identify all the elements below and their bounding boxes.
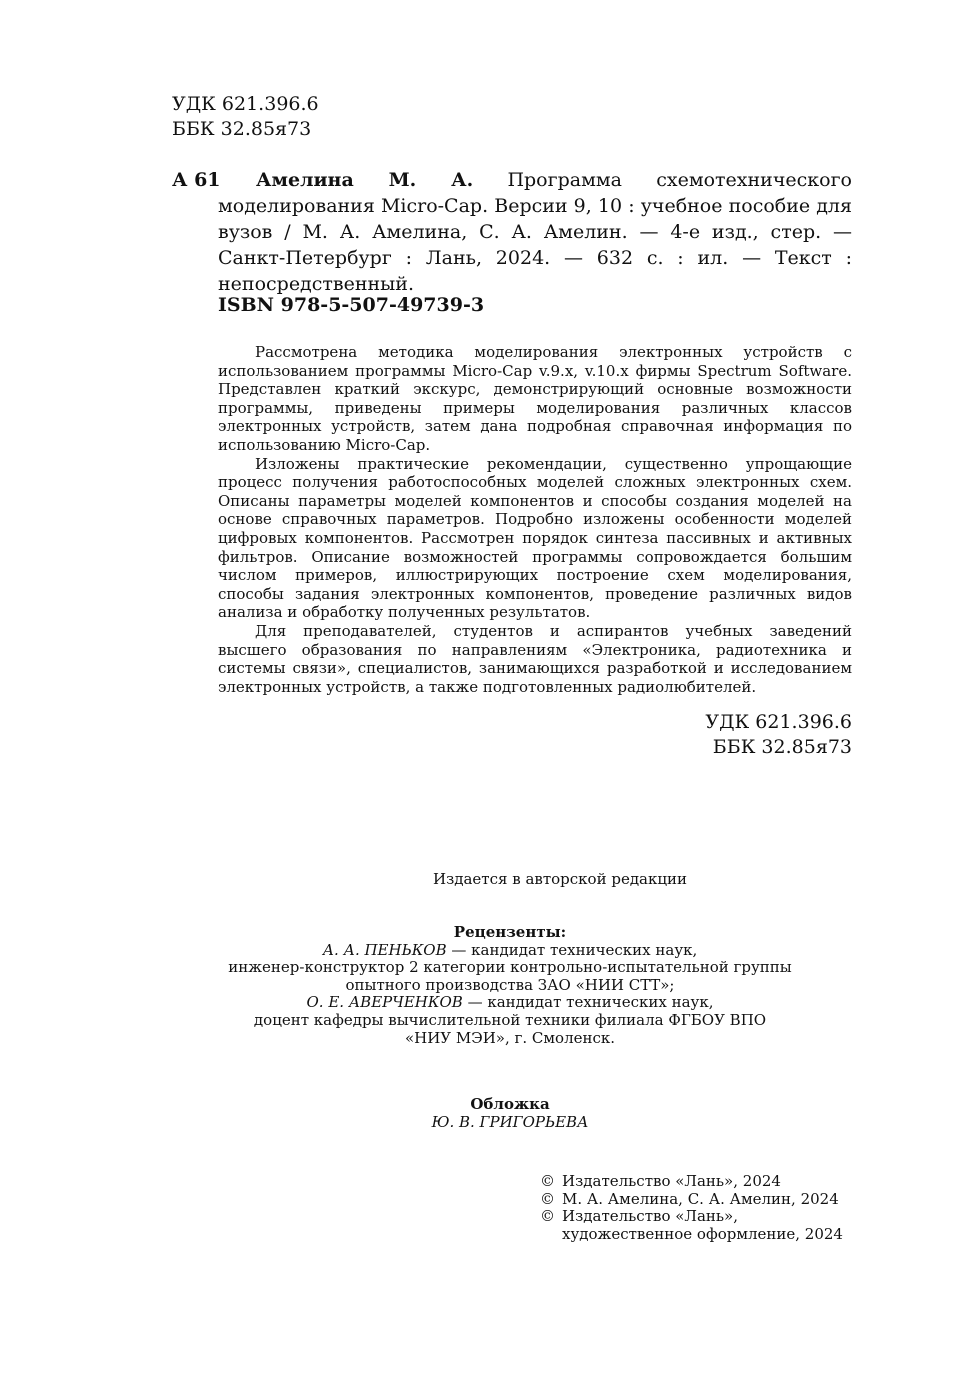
classification-codes-top <box>172 92 319 142</box>
reviewer-position: инженер-конструктор 2 категории контрольно-испытательной группы <box>228 958 792 977</box>
reviewer-name: О. Е. АВЕРЧЕНКОВ <box>306 993 463 1012</box>
reviewer-entry <box>170 942 850 995</box>
isbn: ISBN 978-5-507-49739-3 <box>218 294 485 316</box>
udk-code: УДК 621.396.6 <box>705 711 852 733</box>
reviewer-degree: — кандидат технических наук, <box>462 993 714 1012</box>
reviewers <box>170 924 850 1047</box>
copyright-line <box>540 1173 860 1191</box>
reviewer-degree: — кандидат технических наук, <box>446 940 698 959</box>
reviewer-position: доцент кафедры вычислительной техники филиала ФГБОУ ВПО <box>253 1010 767 1029</box>
bibliographic-description: Программа схемотехнического моделирования Micro-Cap. Версии 9, 10 : учебное пособие для вузов / М. А. Амелина, С. А. Амелин. — 4-е изд., стер. — Санкт-Петербург : Лань, 2024. — 632 с. : ил. — Текст : непосредственный. <box>218 169 852 295</box>
classification-codes-bottom <box>700 710 852 760</box>
copyright-text: Издательство «Лань», 2024 <box>562 1172 781 1190</box>
copyright-text-continuation: художественное оформление, 2024 <box>562 1224 843 1243</box>
cover-artist: Ю. В. ГРИГОРЬЕВА <box>431 1113 589 1131</box>
catalog-description <box>218 167 852 297</box>
annotation-paragraph: Изложены практические рекомендации, существенно упрощающие процесс получения работоспособных моделей сложных электронных схем. Описаны параметры моделей компонентов и способы создания моделей на основе справочных параметров. Подробно изложены особенности моделей цифровых компонентов. Рассмотрен порядок синтеза пассивных и активных фильтров. Описание возможностей программы сопровождается большим числом примеров, иллюстрирующих построение схем моделирования, способы задания электронных компонентов, проведение различных видов анализа и обработку полученных результатов. <box>218 454 852 622</box>
copyright-symbol: © <box>540 1189 555 1208</box>
udk-code: УДК 621.396.6 <box>172 93 319 115</box>
reviewer-organization: опытного производства ЗАО «НИИ СТТ»; <box>345 975 675 994</box>
copyright-block <box>540 1173 860 1243</box>
annotation-paragraph: Рассмотрена методика моделирования электронных устройств с использованием программы Micro-Cap v.9.x, v.10.x фирмы Spectrum Software. Представлен краткий экскурс, демонстрирующий основные возможности программы, приведены примеры моделирования различных классов электронных устройств, затем дана подробная справочная информация по использованию Micro-Cap. <box>218 343 852 454</box>
copyright-symbol: © <box>540 1207 555 1226</box>
cover-credit <box>170 1095 850 1131</box>
edition-note: Издается в авторской редакции <box>432 870 688 888</box>
author-name: Амелина М. А. <box>256 169 474 191</box>
copyright-line <box>540 1191 860 1209</box>
copyright-text: Издательство «Лань», <box>562 1207 739 1226</box>
bbk-code: ББК 32.85я73 <box>712 736 852 758</box>
annotation <box>218 343 852 696</box>
reviewer-entry <box>170 994 850 1047</box>
cover-heading: Обложка <box>470 1095 550 1113</box>
copyright-line <box>540 1208 860 1226</box>
reviewer-name: А. А. ПЕНЬКОВ <box>322 940 447 959</box>
copyright-symbol: © <box>540 1172 555 1190</box>
author-code: А 61 <box>172 169 221 191</box>
reviewers-heading: Рецензенты: <box>453 923 567 941</box>
reviewer-organization: «НИУ МЭИ», г. Смоленск. <box>404 1028 616 1047</box>
catalog-record <box>172 167 852 297</box>
bbk-code: ББК 32.85я73 <box>172 118 312 140</box>
annotation-paragraph: Для преподавателей, студентов и аспирантов учебных заведений высшего образования по направлениям «Электроника, радиотехника и системы связи», специалистов, занимающихся разработкой и исследованием электронных устройств, а также подготовленных радиолюбителей. <box>218 621 852 696</box>
copyright-text: М. А. Амелина, С. А. Амелин, 2024 <box>562 1189 839 1208</box>
